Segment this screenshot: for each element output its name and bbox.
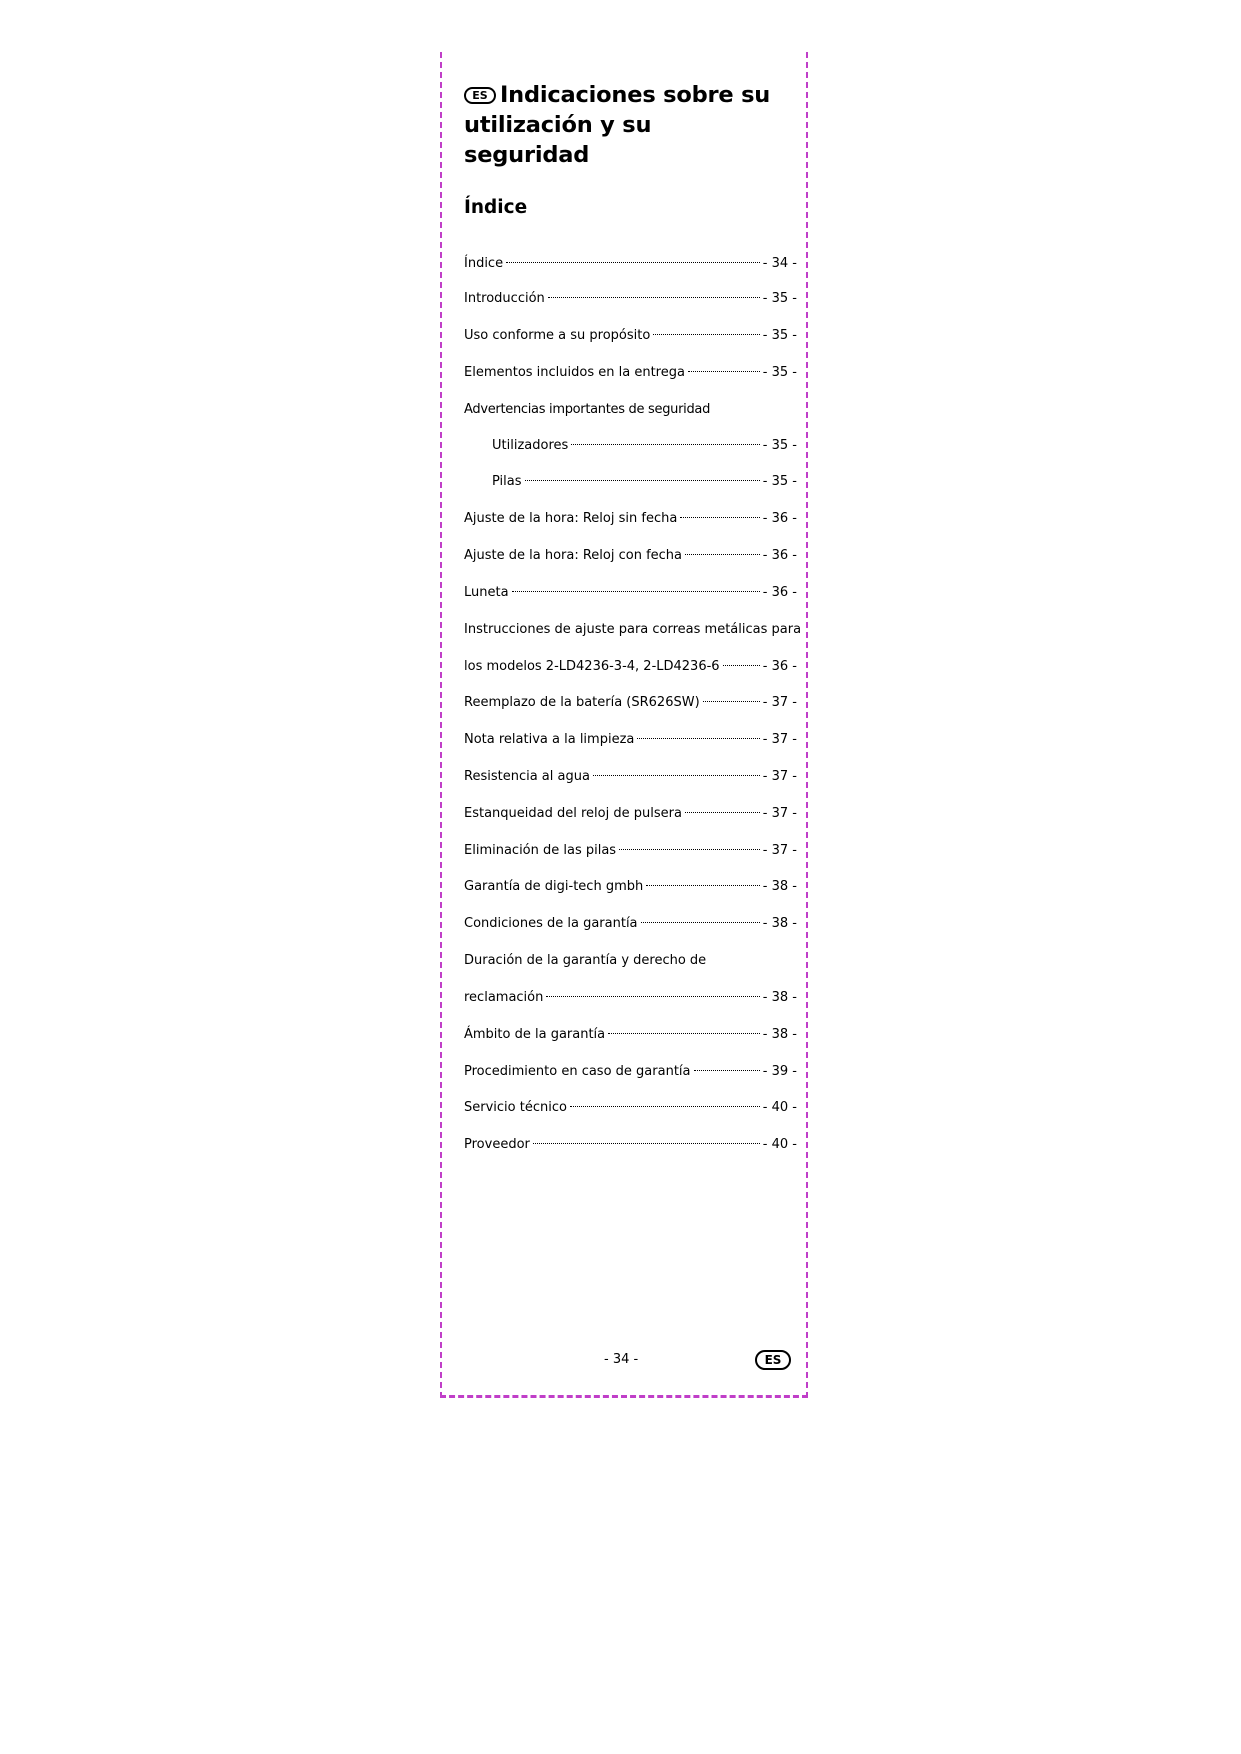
toc-entry-luneta[interactable] xyxy=(464,583,797,603)
toc-entry-label: Estanqueidad del reloj de pulsera xyxy=(464,806,682,821)
toc-entry-reclamacion[interactable] xyxy=(464,988,797,1008)
toc-entry-label: Eliminación de las pilas xyxy=(464,843,617,858)
toc-entry-label: Garantía de digi-tech gmbh xyxy=(464,879,644,894)
toc-entry-reemplazo[interactable] xyxy=(464,693,797,713)
toc-entry-page: - 36 - xyxy=(762,548,797,563)
toc-leader xyxy=(608,1032,760,1034)
toc-entry-page: - 38 - xyxy=(762,916,797,931)
toc-entry-ajuste-con-fecha[interactable] xyxy=(464,546,797,566)
toc-entry-page: - 36 - xyxy=(762,659,797,674)
toc-entry-page: - 35 - xyxy=(762,365,797,380)
toc-entry-eliminacion[interactable] xyxy=(464,841,797,861)
toc-leader xyxy=(619,848,760,850)
toc-entry-page: - 35 - xyxy=(762,474,797,489)
toc-entry-ajuste-sin-fecha[interactable] xyxy=(464,509,797,529)
toc-entry-label: Utilizadores xyxy=(492,438,569,453)
toc-entry-page: - 40 - xyxy=(762,1100,797,1115)
language-badge: ES xyxy=(464,87,496,104)
toc-entry-ambito[interactable] xyxy=(464,1025,797,1045)
toc-leader xyxy=(703,700,760,702)
toc-entry-page: - 37 - xyxy=(762,806,797,821)
toc-entry-label: Proveedor xyxy=(464,1137,530,1152)
toc-entry-page: - 35 - xyxy=(762,438,797,453)
toc-entry-label: Servicio técnico xyxy=(464,1100,567,1115)
toc-entry-page: - 36 - xyxy=(762,511,797,526)
toc-entry-label: Uso conforme a su propósito xyxy=(464,328,651,343)
toc-leader xyxy=(546,995,759,997)
toc-entry-label: Condiciones de la garantía xyxy=(464,916,638,931)
toc-leader xyxy=(653,333,759,335)
toc-entry-utilizadores[interactable] xyxy=(492,436,797,456)
toc-entry-label: Duración de la garantía y derecho de xyxy=(464,953,707,968)
toc-leader xyxy=(637,737,759,739)
toc-entry-condiciones[interactable] xyxy=(464,914,797,934)
page-title xyxy=(464,80,784,170)
toc-entry-indice[interactable] xyxy=(464,254,797,274)
toc-entry-page: - 37 - xyxy=(762,843,797,858)
toc-leader xyxy=(548,296,760,298)
toc-leader xyxy=(723,664,760,666)
toc-entry-procedimiento[interactable] xyxy=(464,1062,797,1082)
toc-entry-label: Introducción xyxy=(464,291,545,306)
toc-entry-label: Ajuste de la hora: Reloj sin fecha xyxy=(464,511,678,526)
toc-entry-page: - 39 - xyxy=(762,1064,797,1079)
toc-leader xyxy=(571,443,760,445)
toc-leader xyxy=(685,553,760,555)
toc-entry-uso-conforme[interactable] xyxy=(464,326,797,346)
toc-entry-page: - 37 - xyxy=(762,732,797,747)
toc-leader xyxy=(512,590,760,592)
toc-entry-servicio[interactable] xyxy=(464,1098,797,1118)
toc-entry-label: Ajuste de la hora: Reloj con fecha xyxy=(464,548,683,563)
toc-entry-label: Resistencia al agua xyxy=(464,769,590,784)
toc-leader xyxy=(685,811,760,813)
toc-leader xyxy=(694,1069,760,1071)
toc-entry-garantia-digitech[interactable] xyxy=(464,877,797,897)
toc-entry-label: Advertencias importantes de seguridad xyxy=(464,402,711,417)
toc-entry-page: - 35 - xyxy=(762,328,797,343)
toc-leader xyxy=(680,516,760,518)
toc-leader xyxy=(533,1142,760,1144)
toc-entry-label: Pilas xyxy=(492,474,522,489)
toc-entry-instrucciones[interactable] xyxy=(464,620,802,640)
toc-entry-label: los modelos 2-LD4236-3-4, 2-LD4236-6 xyxy=(464,659,720,674)
toc-entry-label: Luneta xyxy=(464,585,509,600)
toc-entry-label: Índice xyxy=(464,256,504,271)
toc-entry-duracion[interactable] xyxy=(464,951,797,971)
toc-leader xyxy=(593,774,760,776)
toc-entry-label: Elementos incluidos en la entrega xyxy=(464,365,685,380)
toc-entry-modelos[interactable] xyxy=(464,657,797,677)
toc-entry-limpieza[interactable] xyxy=(464,730,797,750)
footer-page-number: - 34 - xyxy=(604,1352,639,1367)
toc-entry-estanqueidad[interactable] xyxy=(464,804,797,824)
page-title-text: Indicaciones sobre su utilización y su seguridad xyxy=(464,82,771,168)
toc-leader xyxy=(570,1105,760,1107)
footer-language-badge: ES xyxy=(755,1350,791,1370)
toc-entry-label: Procedimiento en caso de garantía xyxy=(464,1064,691,1079)
toc-entry-page: - 40 - xyxy=(762,1137,797,1152)
toc-entry-introduccion[interactable] xyxy=(464,289,797,309)
toc-entry-label: Ámbito de la garantía xyxy=(464,1027,606,1042)
toc-entry-page: - 34 - xyxy=(762,256,797,271)
toc-leader xyxy=(525,479,760,481)
toc-entry-page: - 38 - xyxy=(762,879,797,894)
toc-entry-resistencia[interactable] xyxy=(464,767,797,787)
toc-entry-proveedor[interactable] xyxy=(464,1135,797,1155)
toc-entry-label: reclamación xyxy=(464,990,544,1005)
toc-entry-label: Nota relativa a la limpieza xyxy=(464,732,635,747)
toc-leader xyxy=(641,921,760,923)
toc-entry-page: - 38 - xyxy=(762,1027,797,1042)
toc-entry-label: Reemplazo de la batería (SR626SW) xyxy=(464,695,700,710)
toc-entry-page: - 37 - xyxy=(762,769,797,784)
toc-heading: Índice xyxy=(464,197,528,218)
toc-entry-label: Instrucciones de ajuste para correas metálicas para xyxy=(464,622,802,637)
toc-entry-page: - 36 - xyxy=(762,585,797,600)
toc-leader xyxy=(688,370,760,372)
toc-entry-advertencias[interactable] xyxy=(464,400,711,420)
toc-entry-page: - 38 - xyxy=(762,990,797,1005)
toc-leader xyxy=(646,884,760,886)
toc-entry-page: - 35 - xyxy=(762,291,797,306)
toc-leader xyxy=(506,261,760,263)
toc-entry-elementos[interactable] xyxy=(464,363,797,383)
toc-entry-page: - 37 - xyxy=(762,695,797,710)
toc-entry-pilas[interactable] xyxy=(492,472,797,492)
